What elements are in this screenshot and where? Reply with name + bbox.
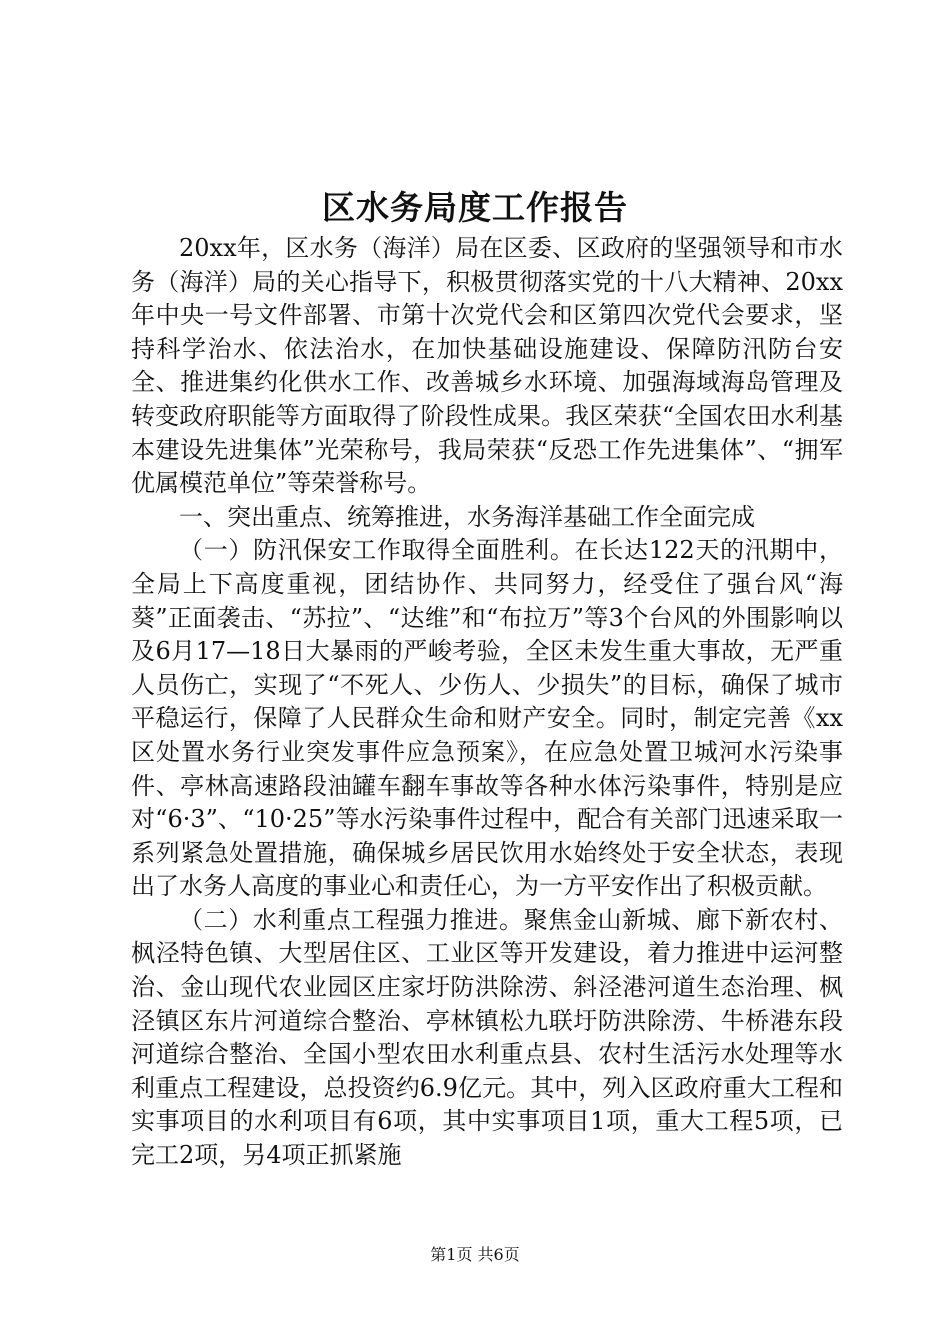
paragraph-flood-control: （一）防汛保安工作取得全面胜利。在长达122天的汛期中，全局上下高度重视，团结协作、共同努力，经受住了强台风“海葵”正面袭击、“苏拉”、“达维”和“布拉万”等3个台风的外围影响以及6月17—18日大暴雨的严峻考验，全区未发生重大事故，无严重人员伤亡，实现了“不死人、少伤人、少损失”的目标，确保了城市平稳运行，保障了人民群众生命和财产安全。同时，制定完善《xx区处置水务行业突发事件应急预案》，在应急处置卫城河水污染事件、亭林高速路段油罐车翻车事故等各种水体污染事件，特别是应对“6·3”、“10·25”等水污染事件过程中，配合有关部门迅速采取一系列紧急处置措施，确保城乡居民饮用水始终处于安全状态，表现出了水务人高度的事业心和责任心，为一方平安作出了积极贡献。 — [131, 536, 843, 901]
document-body — [131, 232, 843, 1173]
paragraph-intro: 20xx年，区水务（海洋）局在区委、区政府的坚强领导和市水务（海洋）局的关心指导下，积极贯彻落实党的十八大精神、20xx年中央一号文件部署、市第十次党代会和区第四次党代会要求，坚持科学治水、依法治水，在加快基础设施建设、保障防汛防台安全、推进集约化供水工作、改善城乡水环境、加强海域海岛管理及转变政府职能等方面取得了阶段性成果。我区荣获“全国农田水利基本建设先进集体”光荣称号，我局荣获“反恐工作先进集体”、“拥军优属模范单位”等荣誉称号。 — [131, 234, 843, 498]
section-heading: 一、突出重点、统筹推进，水务海洋基础工作全面完成 — [179, 502, 755, 531]
paragraph-water-projects: （二）水利重点工程强力推进。聚焦金山新城、廊下新农村、枫泾特色镇、大型居住区、工业区等开发建设，着力推进中运河整治、金山现代农业园区庄家圩防洪除涝、斜泾港河道生态治理、枫泾镇区东片河道综合整治、亭林镇松九联圩防洪除涝、牛桥港东段河道综合整治、全国小型农田水利重点县、农村生活污水处理等水利重点工程建设，总投资约6.9亿元。其中，列入区政府重大工程和实事项目的水利项目有6项，其中实事项目1项，重大工程5项，已完工2项，另4项正抓紧施 — [131, 905, 843, 1170]
document-title: 区水务局度工作报告 — [322, 188, 628, 227]
page-number-footer: 第1页 共6页 — [430, 1245, 520, 1264]
